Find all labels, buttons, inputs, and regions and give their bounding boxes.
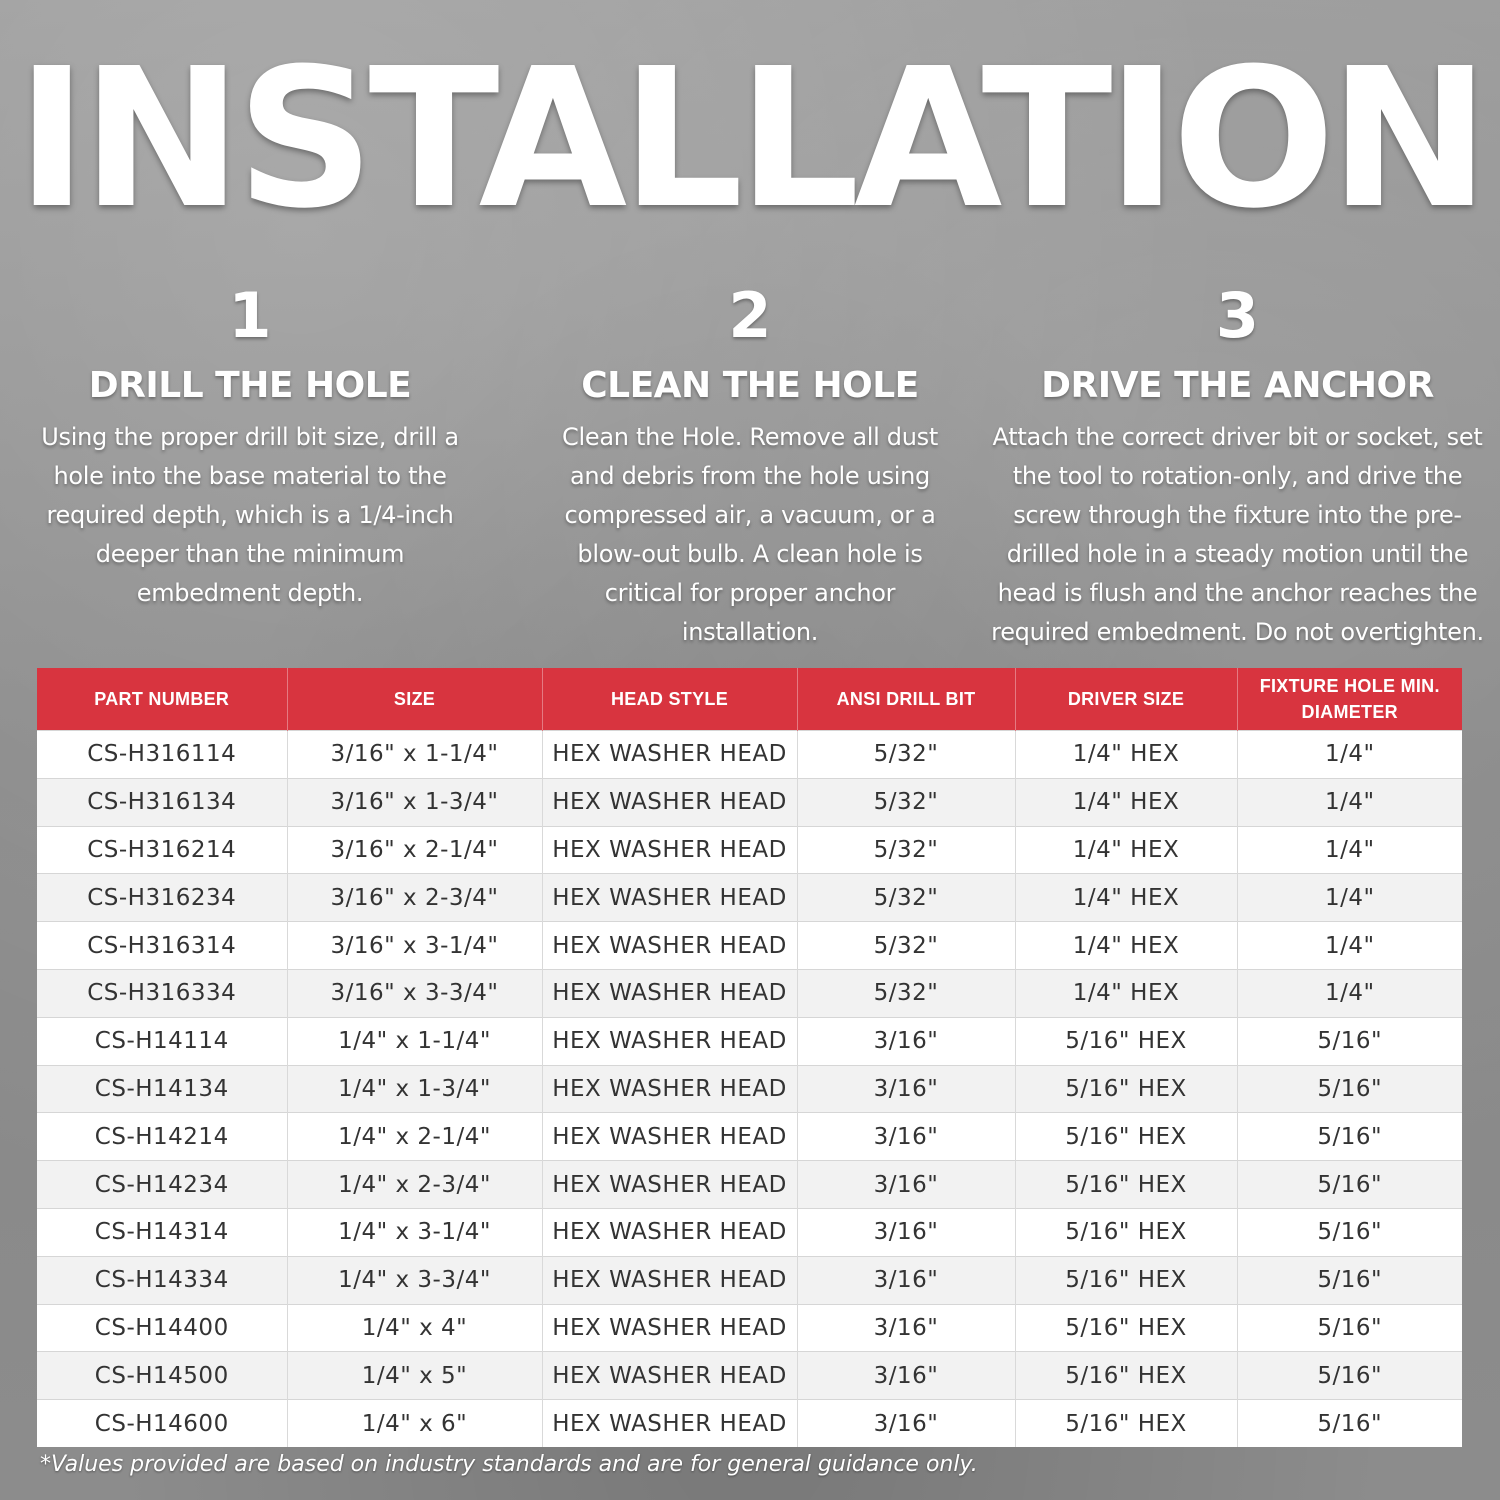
step-title: DRILL THE HOLE xyxy=(88,365,412,406)
cell-driver-size: 5/16" HEX xyxy=(1015,1113,1237,1161)
cell-driver-size: 5/16" HEX xyxy=(1015,1161,1237,1209)
cell-fixture-hole: 5/16" xyxy=(1237,1113,1462,1161)
cell-part-number: CS-H14214 xyxy=(37,1113,287,1161)
cell-fixture-hole: 1/4" xyxy=(1237,826,1462,874)
cell-drill-bit: 3/16" xyxy=(797,1208,1015,1256)
cell-fixture-hole: 5/16" xyxy=(1237,1161,1462,1209)
cell-head-style: HEX WASHER HEAD xyxy=(542,1208,797,1256)
cell-size: 1/4" x 1-3/4" xyxy=(287,1065,542,1113)
cell-driver-size: 1/4" HEX xyxy=(1015,874,1237,922)
cell-part-number: CS-H316134 xyxy=(37,778,287,826)
table-row xyxy=(37,922,1462,970)
cell-drill-bit: 3/16" xyxy=(797,1304,1015,1352)
cell-drill-bit: 5/32" xyxy=(797,731,1015,779)
cell-size: 1/4" x 1-1/4" xyxy=(287,1017,542,1065)
cell-driver-size: 1/4" HEX xyxy=(1015,731,1237,779)
cell-fixture-hole: 1/4" xyxy=(1237,922,1462,970)
page-title: INSTALLATION xyxy=(16,28,1484,251)
cell-part-number: CS-H14500 xyxy=(37,1352,287,1400)
table-header-row xyxy=(37,668,1462,731)
cell-part-number: CS-H316334 xyxy=(37,969,287,1017)
cell-size: 1/4" x 3-3/4" xyxy=(287,1256,542,1304)
cell-size: 3/16" x 2-3/4" xyxy=(287,874,542,922)
cell-part-number: CS-H14600 xyxy=(37,1400,287,1447)
cell-part-number: CS-H14134 xyxy=(37,1065,287,1113)
cell-fixture-hole: 5/16" xyxy=(1237,1352,1462,1400)
table-row xyxy=(37,1065,1462,1113)
cell-driver-size: 1/4" HEX xyxy=(1015,826,1237,874)
cell-drill-bit: 5/32" xyxy=(797,922,1015,970)
cell-driver-size: 5/16" HEX xyxy=(1015,1065,1237,1113)
cell-head-style: HEX WASHER HEAD xyxy=(542,1065,797,1113)
cell-head-style: HEX WASHER HEAD xyxy=(542,969,797,1017)
footnote: *Values provided are based on industry standards and are for general guidance only. xyxy=(40,1452,978,1477)
cell-drill-bit: 5/32" xyxy=(797,874,1015,922)
cell-fixture-hole: 1/4" xyxy=(1237,874,1462,922)
table-row xyxy=(37,778,1462,826)
cell-head-style: HEX WASHER HEAD xyxy=(542,1113,797,1161)
cell-driver-size: 5/16" HEX xyxy=(1015,1256,1237,1304)
cell-size: 1/4" x 2-3/4" xyxy=(287,1161,542,1209)
cell-driver-size: 1/4" HEX xyxy=(1015,922,1237,970)
cell-fixture-hole: 5/16" xyxy=(1237,1017,1462,1065)
cell-size: 3/16" x 1-1/4" xyxy=(287,731,542,779)
cell-drill-bit: 3/16" xyxy=(797,1017,1015,1065)
cell-size: 3/16" x 3-1/4" xyxy=(287,922,542,970)
cell-part-number: CS-H14234 xyxy=(37,1161,287,1209)
step-title: CLEAN THE HOLE xyxy=(581,365,919,406)
cell-head-style: HEX WASHER HEAD xyxy=(542,1161,797,1209)
table-row xyxy=(37,1161,1462,1209)
cell-size: 1/4" x 2-1/4" xyxy=(287,1113,542,1161)
step-number: 3 xyxy=(1215,279,1260,352)
table-row xyxy=(37,826,1462,874)
cell-fixture-hole: 5/16" xyxy=(1237,1208,1462,1256)
step-body: Using the proper drill bit size, drill a hole into the base material to the required depth, which is a 1/4-inch deeper than the minimum embedment depth. xyxy=(41,423,459,607)
spec-table-container xyxy=(37,668,1462,1447)
spec-table xyxy=(37,668,1462,1447)
table-row xyxy=(37,1352,1462,1400)
cell-drill-bit: 3/16" xyxy=(797,1256,1015,1304)
cell-driver-size: 5/16" HEX xyxy=(1015,1208,1237,1256)
step-body: Attach the correct driver bit or socket, set the tool to rotation-only, and drive the screw through the fixture into the pre-drilled hole in a steady motion until the head is flush and the anchor reaches the required embedment. Do not overtighten. xyxy=(991,423,1484,646)
table-body xyxy=(37,731,1462,1447)
step-drill xyxy=(30,278,470,613)
step-number: 2 xyxy=(728,279,772,352)
cell-part-number: CS-H14334 xyxy=(37,1256,287,1304)
cell-head-style: HEX WASHER HEAD xyxy=(542,922,797,970)
column-header-part-number: PART NUMBER xyxy=(37,668,287,731)
cell-fixture-hole: 1/4" xyxy=(1237,731,1462,779)
column-header-ansi-drill-bit: ANSI DRILL BIT xyxy=(797,668,1015,731)
cell-size: 1/4" x 4" xyxy=(287,1304,542,1352)
cell-head-style: HEX WASHER HEAD xyxy=(542,1304,797,1352)
cell-drill-bit: 5/32" xyxy=(797,778,1015,826)
cell-part-number: CS-H14400 xyxy=(37,1304,287,1352)
table-row xyxy=(37,1017,1462,1065)
cell-head-style: HEX WASHER HEAD xyxy=(542,1017,797,1065)
cell-drill-bit: 3/16" xyxy=(797,1113,1015,1161)
step-title: DRIVE THE ANCHOR xyxy=(1041,365,1434,406)
step-drive xyxy=(990,278,1485,652)
table-row xyxy=(37,874,1462,922)
table-row xyxy=(37,1304,1462,1352)
cell-size: 3/16" x 1-3/4" xyxy=(287,778,542,826)
cell-head-style: HEX WASHER HEAD xyxy=(542,731,797,779)
cell-drill-bit: 3/16" xyxy=(797,1352,1015,1400)
table-row xyxy=(37,731,1462,779)
column-header-driver-size: DRIVER SIZE xyxy=(1015,668,1237,731)
cell-part-number: CS-H316314 xyxy=(37,922,287,970)
cell-size: 3/16" x 3-3/4" xyxy=(287,969,542,1017)
column-header-fixture-hole: FIXTURE HOLE MIN. DIAMETER xyxy=(1237,668,1462,731)
cell-head-style: HEX WASHER HEAD xyxy=(542,778,797,826)
cell-head-style: HEX WASHER HEAD xyxy=(542,1400,797,1447)
cell-fixture-hole: 5/16" xyxy=(1237,1065,1462,1113)
table-row xyxy=(37,1400,1462,1447)
table-row xyxy=(37,1256,1462,1304)
table-row xyxy=(37,969,1462,1017)
table-row xyxy=(37,1208,1462,1256)
cell-size: 1/4" x 6" xyxy=(287,1400,542,1447)
column-header-size: SIZE xyxy=(287,668,542,731)
cell-part-number: CS-H316114 xyxy=(37,731,287,779)
cell-driver-size: 1/4" HEX xyxy=(1015,778,1237,826)
cell-size: 1/4" x 5" xyxy=(287,1352,542,1400)
cell-part-number: CS-H316214 xyxy=(37,826,287,874)
cell-fixture-hole: 5/16" xyxy=(1237,1304,1462,1352)
cell-driver-size: 5/16" HEX xyxy=(1015,1304,1237,1352)
cell-head-style: HEX WASHER HEAD xyxy=(542,826,797,874)
cell-size: 3/16" x 2-1/4" xyxy=(287,826,542,874)
cell-driver-size: 5/16" HEX xyxy=(1015,1352,1237,1400)
cell-part-number: CS-H316234 xyxy=(37,874,287,922)
column-header-head-style: HEAD STYLE xyxy=(542,668,797,731)
cell-driver-size: 1/4" HEX xyxy=(1015,969,1237,1017)
cell-fixture-hole: 1/4" xyxy=(1237,969,1462,1017)
cell-head-style: HEX WASHER HEAD xyxy=(542,1256,797,1304)
table-row xyxy=(37,1113,1462,1161)
cell-fixture-hole: 5/16" xyxy=(1237,1400,1462,1447)
cell-drill-bit: 5/32" xyxy=(797,969,1015,1017)
cell-size: 1/4" x 3-1/4" xyxy=(287,1208,542,1256)
cell-fixture-hole: 5/16" xyxy=(1237,1256,1462,1304)
cell-driver-size: 5/16" HEX xyxy=(1015,1400,1237,1447)
cell-head-style: HEX WASHER HEAD xyxy=(542,874,797,922)
cell-head-style: HEX WASHER HEAD xyxy=(542,1352,797,1400)
cell-fixture-hole: 1/4" xyxy=(1237,778,1462,826)
step-number: 1 xyxy=(228,279,272,352)
cell-drill-bit: 3/16" xyxy=(797,1065,1015,1113)
cell-drill-bit: 3/16" xyxy=(797,1400,1015,1447)
cell-drill-bit: 5/32" xyxy=(797,826,1015,874)
step-body: Clean the Hole. Remove all dust and debris from the hole using compressed air, a vacuum, or a blow-out bulb. A clean hole is critical for proper anchor installation. xyxy=(562,423,938,646)
step-clean xyxy=(545,278,955,652)
cell-drill-bit: 3/16" xyxy=(797,1161,1015,1209)
cell-part-number: CS-H14314 xyxy=(37,1208,287,1256)
cell-driver-size: 5/16" HEX xyxy=(1015,1017,1237,1065)
cell-part-number: CS-H14114 xyxy=(37,1017,287,1065)
